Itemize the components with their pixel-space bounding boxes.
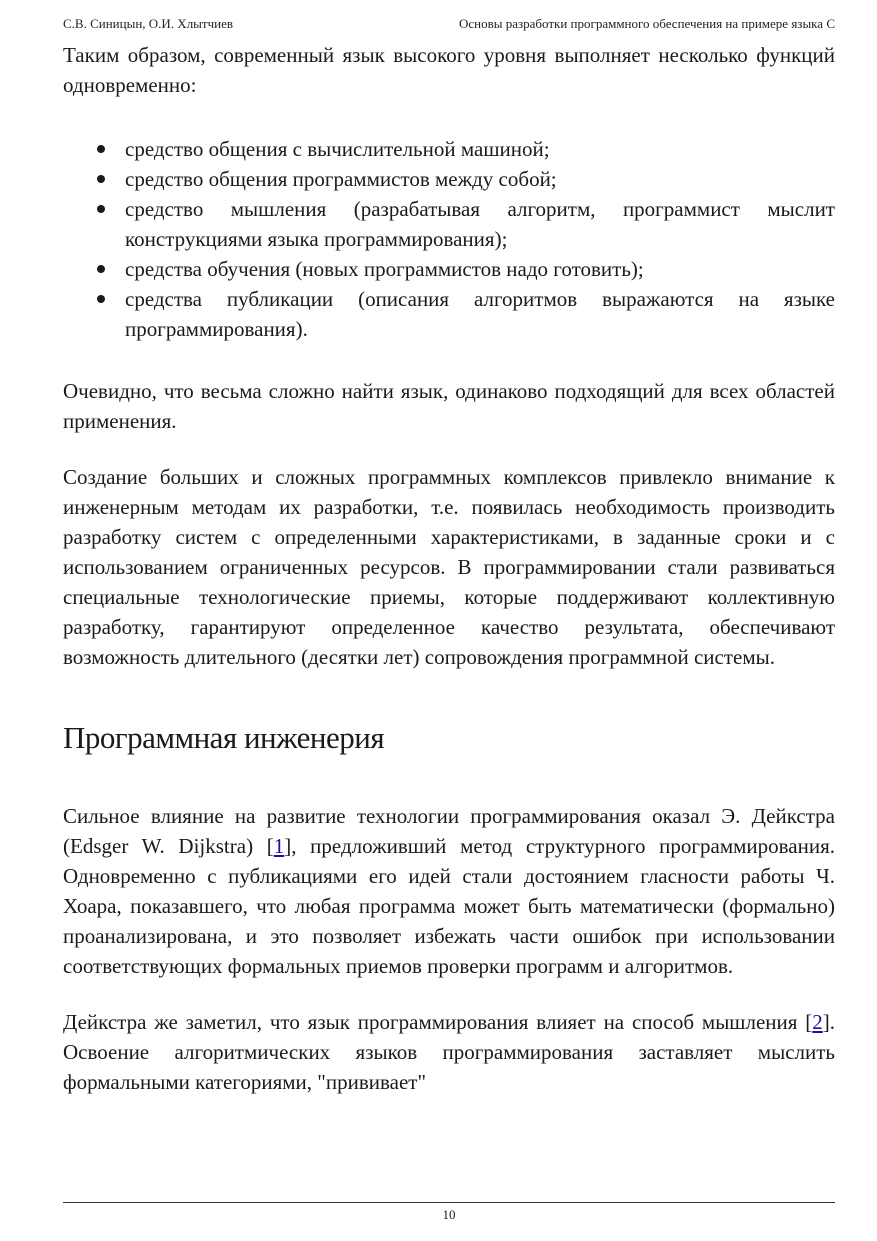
text-span: Сильное влияние на развитие технологии программирования оказал Э. Дейкстра (Edsger W. Dijkstra) [: [63, 804, 835, 858]
reference-link-2[interactable]: 2: [812, 1010, 823, 1034]
reference-link-1[interactable]: 1: [273, 834, 285, 858]
header-authors: С.В. Синицын, О.И. Хлытчиев: [63, 16, 234, 31]
document-page: [63, 0, 835, 1241]
text-span: ], предложивший метод структурного программирования. Одновременно с публикациями его идей стали достоянием гласности работы Ч. Хоара, показавшего, что любая программа может быть математически (формально) проанализирована, и это позволяет избежать части ошибок при использовании соответствующих формальных приемов проверки программ и алгоритмов.: [63, 834, 835, 978]
paragraph-dijkstra: [63, 801, 835, 981]
text-span: Дейкстра же заметил, что язык программирования влияет на способ мышления [: [63, 1010, 813, 1034]
intro-paragraph: Таким образом, современный язык высокого уровня выполняет несколько функций одновременно:: [63, 43, 835, 97]
body-text: [63, 40, 835, 1097]
list-item: средство общения с вычислительной машиной;: [63, 134, 835, 164]
list-item: средство общения программистов между собой;: [63, 164, 835, 194]
page-number: 10: [442, 1207, 456, 1222]
paragraph-engineering-methods: Создание больших и сложных программных комплексов привлекло внимание к инженерным методам их разработки, т.е. появилась необходимость производить разработку систем с определенными характеристиками, в заданные сроки и с использованием ограниченных ресурсов. В программировании стали развиваться специальные технологические приемы, которые поддерживают коллективную разработку, гарантируют определенное качество результата, обеспечивают возможность длительного (десятки лет) сопровождения программной системы.: [63, 465, 835, 669]
list-item: средства публикации (описания алгоритмов выражаются на языке программирования).: [63, 284, 835, 344]
list-item: средства обучения (новых программистов надо готовить);: [63, 254, 835, 284]
footer-divider: [63, 1202, 835, 1203]
header-book-title: Основы разработки программного обеспечения на примере языка С: [458, 16, 835, 31]
functions-list: [63, 134, 835, 344]
text-span: ]. Освоение алгоритмических языков программирования заставляет мыслить формальными категориями, "прививает": [63, 1010, 835, 1094]
paragraph-thinking: [63, 1007, 835, 1097]
list-item: средство мышления (разрабатывая алгоритм, программист мыслит конструкциями языка программирования);: [63, 194, 835, 254]
section-heading: Программная инженерия: [63, 720, 385, 755]
paragraph-universal-language: Очевидно, что весьма сложно найти язык, одинаково подходящий для всех областей применения.: [63, 379, 835, 433]
